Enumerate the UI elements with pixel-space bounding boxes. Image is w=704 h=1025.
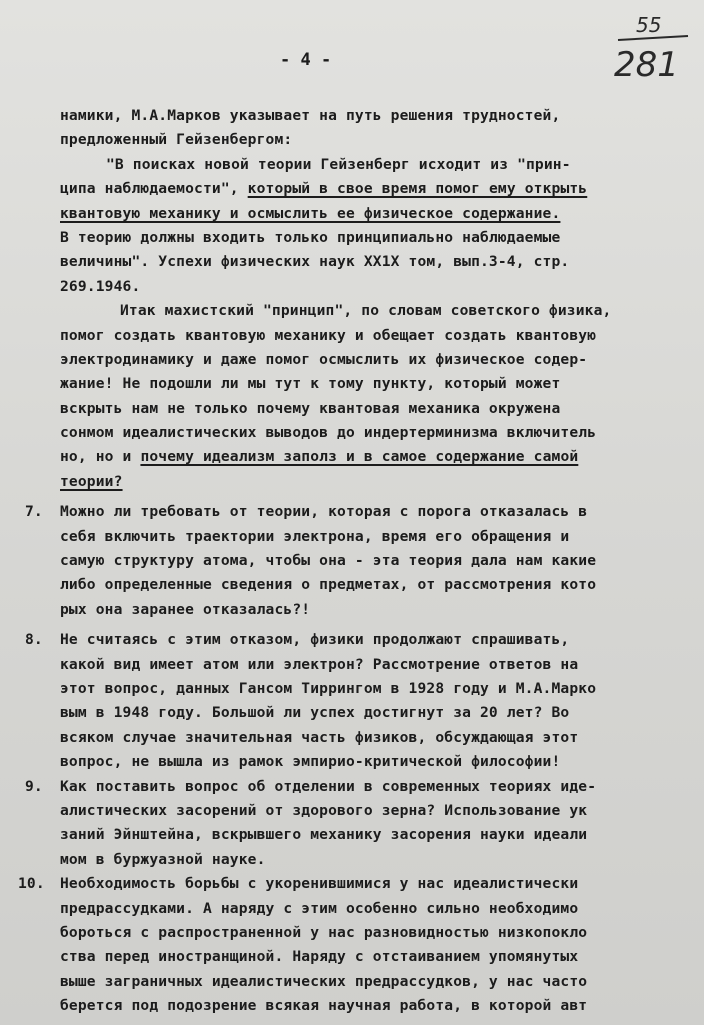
quote-line-1: "В поисках новой теории Гейзенберг исходит из "прин- [106, 155, 571, 173]
item-line: рых она заранее отказалась?! [60, 600, 311, 618]
archive-stamp-drawing [604, 10, 696, 90]
item-line: берется под подозрение всякая научная работа, в которой авт [60, 997, 588, 1015]
quote-line-2-underlined: который в свое время помог ему открыть [247, 180, 588, 198]
para2-line-1: Итак махистский "принцип", по словам советского физика, [120, 302, 612, 320]
item-line: Как поставить вопрос об отделении в современных теориях иде- [60, 777, 597, 795]
document-body [18, 104, 690, 1018]
item-number: 7. [25, 503, 43, 521]
item-line: предрассудками. А наряду с этим особенно сильно необходимо [60, 899, 579, 917]
quote-line-5: величины". Успехи физических наук ХХ1Х том, вып.3-4, стр. [60, 253, 570, 271]
item-number: 8. [25, 631, 43, 649]
archive-bottom-number: 281 [614, 45, 679, 85]
item-line: себя включить траектории электрона, время его обращения и [60, 527, 570, 545]
para2-line-3: электродинамику и даже помог осмыслить их физическое содер- [60, 350, 588, 368]
list-item-8 [25, 628, 690, 774]
quote-line-4: В теорию должны входить только принципиально наблюдаемые [60, 228, 561, 246]
page-number: - 4 - [280, 50, 332, 70]
item-line: Можно ли требовать от теории, которая с порога отказалась в [60, 503, 588, 521]
item-line: самую структуру атома, чтобы она - эта теория дала нам какие [60, 552, 597, 570]
item-line: мом в буржуазной науке. [60, 850, 266, 868]
quote-line-2 [60, 177, 690, 201]
intro-line-2: предложенный Гейзенбергом: [60, 131, 293, 149]
item-line: всяком случае значительная часть физиков, обсуждающая этот [60, 728, 579, 746]
item-line: какой вид имеет атом или электрон? Рассмотрение ответов на [60, 655, 579, 673]
item-line: вым в 1948 году. Большой ли успех достигнут за 20 лет? Во [60, 704, 570, 722]
item-line: бороться с распространенной у нас разновидностью низкопокло [60, 923, 588, 941]
item-line: выше заграничных идеалистических предрассудков, у нас часто [60, 972, 588, 990]
item-line: ства перед иностранщиной. Наряду с отстаиванием упомянутых [60, 948, 579, 966]
para2-line-4: жание! Не подошли ли мы тут к тому пункту, который может [60, 375, 561, 393]
para2-line-8 [60, 470, 690, 494]
item-line: вопрос, не вышла из рамок эмпирио-критической философии! [60, 753, 561, 771]
item-line: Не считаясь с этим отказом, физики продолжают спрашивать, [60, 631, 570, 649]
quote-line-2-plain: ципа наблюдаемости", [60, 180, 248, 198]
list-item-7 [25, 500, 690, 622]
item-line: алистических засорений от здорового зерна? Использование ук [60, 801, 588, 819]
item-line: заний Эйнштейна, вскрывшего механику засорения науки идеали [60, 826, 588, 844]
quote-line-6: 269.1946. [60, 277, 141, 295]
item-line: Необходимость борьбы с укоренившимися у нас идеалистически [60, 875, 579, 893]
para2-line-7 [60, 445, 690, 469]
para2-line-7-underlined: почему идеализм заполз и в самое содержание самой [140, 448, 579, 466]
para2-line-8-underlined: теории? [60, 472, 123, 490]
quote-line-3-underlined: квантовую механику и осмыслить ее физическое содержание. [60, 204, 561, 222]
archive-number-handwritten [604, 10, 696, 90]
quote-line-3 [60, 202, 690, 226]
para2-line-6: сонмом идеалистических выводов до индертерминизма включитель [60, 424, 597, 442]
para2-line-5: вскрыть нам не только почему квантовая механика окружена [60, 399, 561, 417]
para2-line-7-plain: но, но и [60, 448, 141, 466]
para2-line-2: помог создать квантовую механику и обещает создать квантовую [60, 326, 597, 344]
intro-line-1: намики, М.А.Марков указывает на путь решения трудностей, [60, 107, 561, 124]
item-number: 10. [18, 875, 45, 893]
list-item-9 [25, 775, 690, 873]
item-number: 9. [25, 777, 43, 795]
list-item-10 [18, 872, 690, 1018]
archive-top-number: 55 [636, 13, 662, 37]
item-line: либо определенные сведения о предметах, от рассмотрения кото [60, 576, 597, 594]
item-line: этот вопрос, данных Гансом Тиррингом в 1928 году и М.А.Марко [60, 679, 597, 697]
